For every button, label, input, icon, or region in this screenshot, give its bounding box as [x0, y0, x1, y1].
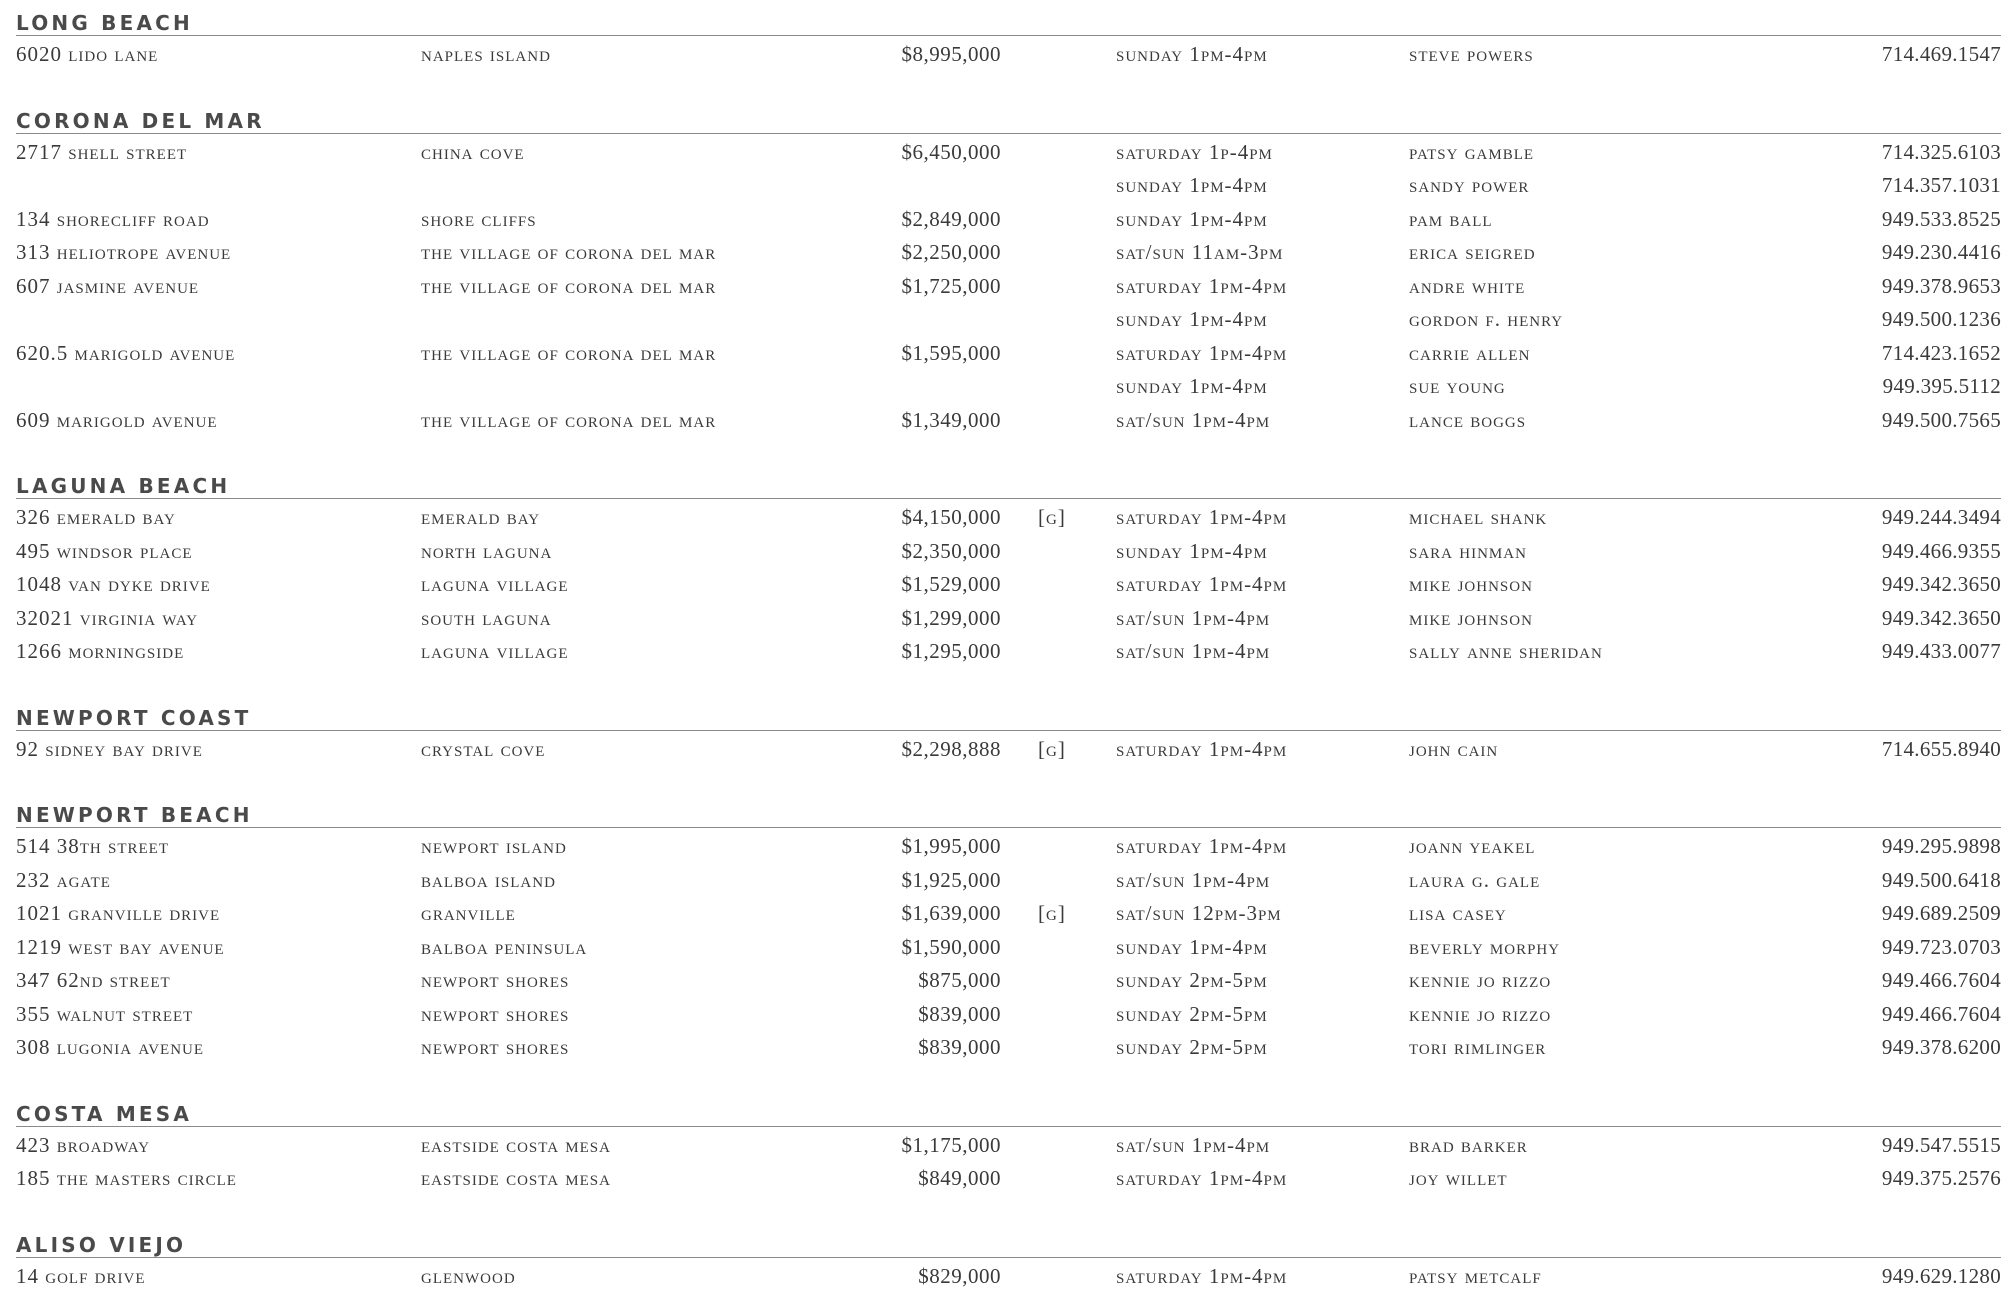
- open-house-time: sat/sun 12pm-3pm: [1116, 901, 1282, 925]
- listing-agent: sandy power: [1409, 173, 1530, 197]
- region-section: [16, 792, 2001, 1065]
- open-house-time: sunday 1pm-4pm: [1116, 42, 1268, 66]
- open-house-time: saturday 1pm-4pm: [1116, 572, 1288, 596]
- agent-phone: 949.378.6200: [1881, 1035, 2001, 1059]
- listing-agent: patsy gamble: [1409, 139, 1535, 164]
- open-house-time: sunday 2pm-5pm: [1116, 1001, 1268, 1026]
- listing-neighborhood: newport island: [421, 834, 567, 858]
- listing-price: $1,299,000: [901, 605, 1001, 630]
- listing-row: [16, 897, 2001, 931]
- open-house-time: sat/sun 11am-3pm: [1116, 240, 1284, 264]
- agent-phone: 949.466.9355: [1881, 538, 2001, 563]
- open-house-time: sunday 1pm-4pm: [1116, 307, 1268, 331]
- region-heading: COSTA MESA: [16, 1091, 2001, 1127]
- region-heading: CORONA DEL MAR: [16, 98, 2001, 134]
- listing-price: $849,000: [918, 1166, 1001, 1190]
- listing-address: 607 jasmine avenue: [16, 273, 200, 298]
- listing-neighborhood: china cove: [421, 139, 525, 164]
- listing-row: [16, 270, 2001, 304]
- listing-agent: gordon f. henry: [1409, 307, 1564, 331]
- open-house-time: sat/sun 1pm-4pm: [1116, 639, 1271, 663]
- listing-agent: laura g. gale: [1409, 867, 1541, 892]
- listing-agent: lance boggs: [1409, 407, 1527, 432]
- region-section: [16, 1222, 2001, 1293]
- listing-neighborhood: granville: [421, 901, 516, 925]
- open-house-time: saturday 1pm-4pm: [1116, 1166, 1288, 1190]
- listing-price: $1,349,000: [901, 407, 1001, 432]
- listing-neighborhood: emerald bay: [421, 505, 541, 529]
- listing-agent: lisa casey: [1409, 901, 1507, 925]
- listing-price: $1,995,000: [901, 834, 1001, 858]
- listing-rows: [16, 36, 2001, 72]
- listing-address: 326 emerald bay: [16, 505, 176, 529]
- listing-price: $839,000: [918, 1035, 1001, 1059]
- listing-neighborhood: the village of corona del mar: [421, 273, 717, 298]
- listing-price: $1,595,000: [901, 340, 1001, 365]
- listing-neighborhood: naples island: [421, 42, 551, 66]
- agent-phone: 949.533.8525: [1881, 206, 2001, 231]
- listing-agent: sally anne sheridan: [1409, 639, 1603, 663]
- listing-rows: [16, 499, 2001, 669]
- listing-agent: steve powers: [1409, 42, 1534, 66]
- listing-address: 14 golf drive: [16, 1263, 146, 1288]
- listing-agent: brad barker: [1409, 1132, 1528, 1157]
- listing-neighborhood: laguna village: [421, 572, 569, 596]
- listing-row: [16, 303, 2001, 337]
- listing-agent: kennie jo rizzo: [1409, 968, 1552, 992]
- listing-price: $1,175,000: [901, 1132, 1001, 1157]
- listing-agent: pam ball: [1409, 206, 1493, 231]
- listing-address: 495 windsor place: [16, 538, 193, 563]
- listing-neighborhood: balboa island: [421, 867, 556, 892]
- listing-address: 514 38th street: [16, 834, 169, 858]
- listing-address: 355 walnut street: [16, 1001, 194, 1026]
- open-house-time: saturday 1pm-4pm: [1116, 505, 1288, 529]
- listing-agent: carrie allen: [1409, 340, 1531, 365]
- open-house-time: sat/sun 1pm-4pm: [1116, 605, 1271, 630]
- listing-agent: mike johnson: [1409, 605, 1533, 630]
- region-section: [16, 0, 2001, 72]
- open-house-time: sunday 1pm-4pm: [1116, 206, 1268, 231]
- listing-row: [16, 236, 2001, 270]
- agent-phone: 949.500.1236: [1881, 307, 2001, 331]
- agent-phone: 714.423.1652: [1881, 340, 2001, 365]
- open-house-time: sat/sun 1pm-4pm: [1116, 867, 1271, 892]
- listing-price: $1,529,000: [901, 572, 1001, 596]
- agent-phone: 949.689.2509: [1881, 901, 2001, 925]
- listing-row: [16, 568, 2001, 602]
- listing-agent: mike johnson: [1409, 572, 1533, 596]
- agent-phone: 949.466.7604: [1881, 968, 2001, 992]
- listing-neighborhood: crystal cove: [421, 736, 546, 761]
- open-house-time: sunday 1pm-4pm: [1116, 934, 1268, 959]
- listing-neighborhood: the village of corona del mar: [421, 240, 717, 264]
- listing-address: 423 broadway: [16, 1132, 151, 1157]
- listing-row: [16, 38, 2001, 72]
- listing-address: 620.5 marigold avenue: [16, 340, 236, 365]
- listing-neighborhood: eastside costa mesa: [421, 1166, 611, 1190]
- listing-price: $1,590,000: [901, 934, 1001, 959]
- listing-neighborhood: glenwood: [421, 1263, 516, 1288]
- listing-row: [16, 998, 2001, 1032]
- listing-row: [16, 404, 2001, 438]
- listing-row: [16, 337, 2001, 371]
- listing-row: [16, 1031, 2001, 1065]
- listing-row: [16, 370, 2001, 404]
- listing-price: $2,250,000: [901, 240, 1001, 264]
- region-section: [16, 1091, 2001, 1196]
- listing-agent: andre white: [1409, 273, 1526, 298]
- agent-phone: 949.433.0077: [1881, 639, 2001, 663]
- agent-phone: 949.500.6418: [1881, 867, 2001, 892]
- listing-agent: beverly morphy: [1409, 934, 1561, 959]
- open-house-time: sunday 1pm-4pm: [1116, 173, 1268, 197]
- region-section: [16, 695, 2001, 767]
- region-heading: NEWPORT COAST: [16, 695, 2001, 731]
- listing-price: $829,000: [918, 1263, 1001, 1288]
- listing-price: $1,725,000: [901, 273, 1001, 298]
- listing-row: [16, 1260, 2001, 1293]
- region-section: [16, 463, 2001, 669]
- listing-neighborhood: the village of corona del mar: [421, 407, 717, 432]
- open-house-time: saturday 1p-4pm: [1116, 139, 1273, 164]
- listing-address: 185 the masters circle: [16, 1166, 237, 1190]
- listing-address: 92 sidney bay drive: [16, 736, 203, 761]
- listing-gated-badge: [g]: [1038, 505, 1066, 529]
- agent-phone: 949.295.9898: [1881, 834, 2001, 858]
- agent-phone: 949.395.5112: [1882, 374, 2001, 398]
- open-house-time: sunday 2pm-5pm: [1116, 968, 1268, 992]
- listing-agent: kennie jo rizzo: [1409, 1001, 1552, 1026]
- listing-agent: tori rimlinger: [1409, 1035, 1547, 1059]
- listing-row: [16, 635, 2001, 669]
- listing-address: 1021 granville drive: [16, 901, 221, 925]
- open-house-time: sat/sun 1pm-4pm: [1116, 407, 1271, 432]
- agent-phone: 714.325.6103: [1881, 139, 2001, 164]
- region-heading: ALISO VIEJO: [16, 1222, 2001, 1258]
- listing-address: 6020 lido lane: [16, 42, 159, 66]
- listing-row: [16, 535, 2001, 569]
- listing-address: 1048 van dyke drive: [16, 572, 211, 596]
- region-section: [16, 98, 2001, 438]
- open-house-listing: [16, 0, 2001, 1293]
- listing-row: [16, 830, 2001, 864]
- listing-neighborhood: the village of corona del mar: [421, 340, 717, 365]
- agent-phone: 949.342.3650: [1881, 605, 2001, 630]
- listing-neighborhood: shore cliffs: [421, 206, 537, 231]
- listing-price: $6,450,000: [901, 139, 1001, 164]
- listing-row: [16, 169, 2001, 203]
- listing-neighborhood: eastside costa mesa: [421, 1132, 611, 1157]
- agent-phone: 949.547.5515: [1881, 1132, 2001, 1157]
- listing-neighborhood: newport shores: [421, 1035, 570, 1059]
- listing-address: 32021 virginia way: [16, 605, 199, 630]
- open-house-time: saturday 1pm-4pm: [1116, 340, 1288, 365]
- listing-address: 1219 west bay avenue: [16, 934, 225, 959]
- listing-address: 2717 shell street: [16, 139, 188, 164]
- agent-phone: 949.723.0703: [1881, 934, 2001, 959]
- listing-price: $839,000: [918, 1001, 1001, 1026]
- listing-neighborhood: laguna village: [421, 639, 569, 663]
- agent-phone: 949.244.3494: [1881, 505, 2001, 529]
- agent-phone: 949.378.9653: [1881, 273, 2001, 298]
- listing-agent: michael shank: [1409, 505, 1548, 529]
- region-heading: NEWPORT BEACH: [16, 792, 2001, 828]
- listing-rows: [16, 134, 2001, 438]
- agent-phone: 714.357.1031: [1881, 173, 2001, 197]
- listing-neighborhood: newport shores: [421, 968, 570, 992]
- open-house-time: saturday 1pm-4pm: [1116, 736, 1288, 761]
- agent-phone: 949.466.7604: [1881, 1001, 2001, 1026]
- listing-row: [16, 733, 2001, 767]
- listing-neighborhood: newport shores: [421, 1001, 570, 1026]
- listing-row: [16, 501, 2001, 535]
- listing-row: [16, 136, 2001, 170]
- listing-price: $1,639,000: [901, 901, 1001, 925]
- listing-rows: [16, 1258, 2001, 1293]
- open-house-time: saturday 1pm-4pm: [1116, 1263, 1288, 1288]
- listing-address: 1266 morningside: [16, 639, 185, 663]
- listing-address: 347 62nd street: [16, 968, 171, 992]
- listing-agent: joy willet: [1409, 1166, 1508, 1190]
- listing-agent: joann yeakel: [1409, 834, 1536, 858]
- open-house-time: sat/sun 1pm-4pm: [1116, 1132, 1271, 1157]
- listing-address: 313 heliotrope avenue: [16, 240, 232, 264]
- open-house-time: sunday 1pm-4pm: [1116, 374, 1268, 398]
- listing-gated-badge: [g]: [1038, 901, 1066, 925]
- listing-price: $1,925,000: [901, 867, 1001, 892]
- region-heading: LONG BEACH: [16, 0, 2001, 36]
- listing-price: $1,295,000: [901, 639, 1001, 663]
- listing-agent: patsy metcalf: [1409, 1263, 1542, 1288]
- listing-price: $2,350,000: [901, 538, 1001, 563]
- listing-rows: [16, 1127, 2001, 1196]
- listing-rows: [16, 731, 2001, 767]
- agent-phone: 949.500.7565: [1881, 407, 2001, 432]
- listing-price: $4,150,000: [901, 505, 1001, 529]
- agent-phone: 949.375.2576: [1881, 1166, 2001, 1190]
- listing-row: [16, 864, 2001, 898]
- listing-row: [16, 1129, 2001, 1163]
- agent-phone: 949.629.1280: [1881, 1263, 2001, 1288]
- listing-row: [16, 931, 2001, 965]
- listing-neighborhood: balboa peninsula: [421, 934, 588, 959]
- listing-address: 609 marigold avenue: [16, 407, 218, 432]
- listing-row: [16, 1162, 2001, 1196]
- listing-row: [16, 964, 2001, 998]
- open-house-time: sunday 1pm-4pm: [1116, 538, 1268, 563]
- listing-neighborhood: south laguna: [421, 605, 552, 630]
- listing-row: [16, 203, 2001, 237]
- listing-gated-badge: [g]: [1038, 736, 1066, 761]
- agent-phone: 949.342.3650: [1881, 572, 2001, 596]
- listing-agent: john cain: [1409, 736, 1499, 761]
- region-heading: LAGUNA BEACH: [16, 463, 2001, 499]
- listing-rows: [16, 828, 2001, 1065]
- listing-price: $8,995,000: [901, 42, 1001, 66]
- open-house-time: sunday 2pm-5pm: [1116, 1035, 1268, 1059]
- listing-price: $875,000: [918, 968, 1001, 992]
- agent-phone: 949.230.4416: [1881, 240, 2001, 264]
- listing-neighborhood: north laguna: [421, 538, 553, 563]
- listing-price: $2,849,000: [901, 206, 1001, 231]
- listing-address: 134 shorecliff road: [16, 206, 210, 231]
- agent-phone: 714.655.8940: [1881, 736, 2001, 761]
- listing-agent: erica seigred: [1409, 240, 1536, 264]
- open-house-time: saturday 1pm-4pm: [1116, 834, 1288, 858]
- listing-address: 308 lugonia avenue: [16, 1035, 205, 1059]
- listing-agent: sara hinman: [1409, 538, 1527, 563]
- listing-agent: sue young: [1409, 374, 1506, 398]
- listing-price: $2,298,888: [901, 736, 1001, 761]
- open-house-time: saturday 1pm-4pm: [1116, 273, 1288, 298]
- listing-address: 232 agate: [16, 867, 111, 892]
- listing-row: [16, 602, 2001, 636]
- agent-phone: 714.469.1547: [1881, 42, 2001, 66]
